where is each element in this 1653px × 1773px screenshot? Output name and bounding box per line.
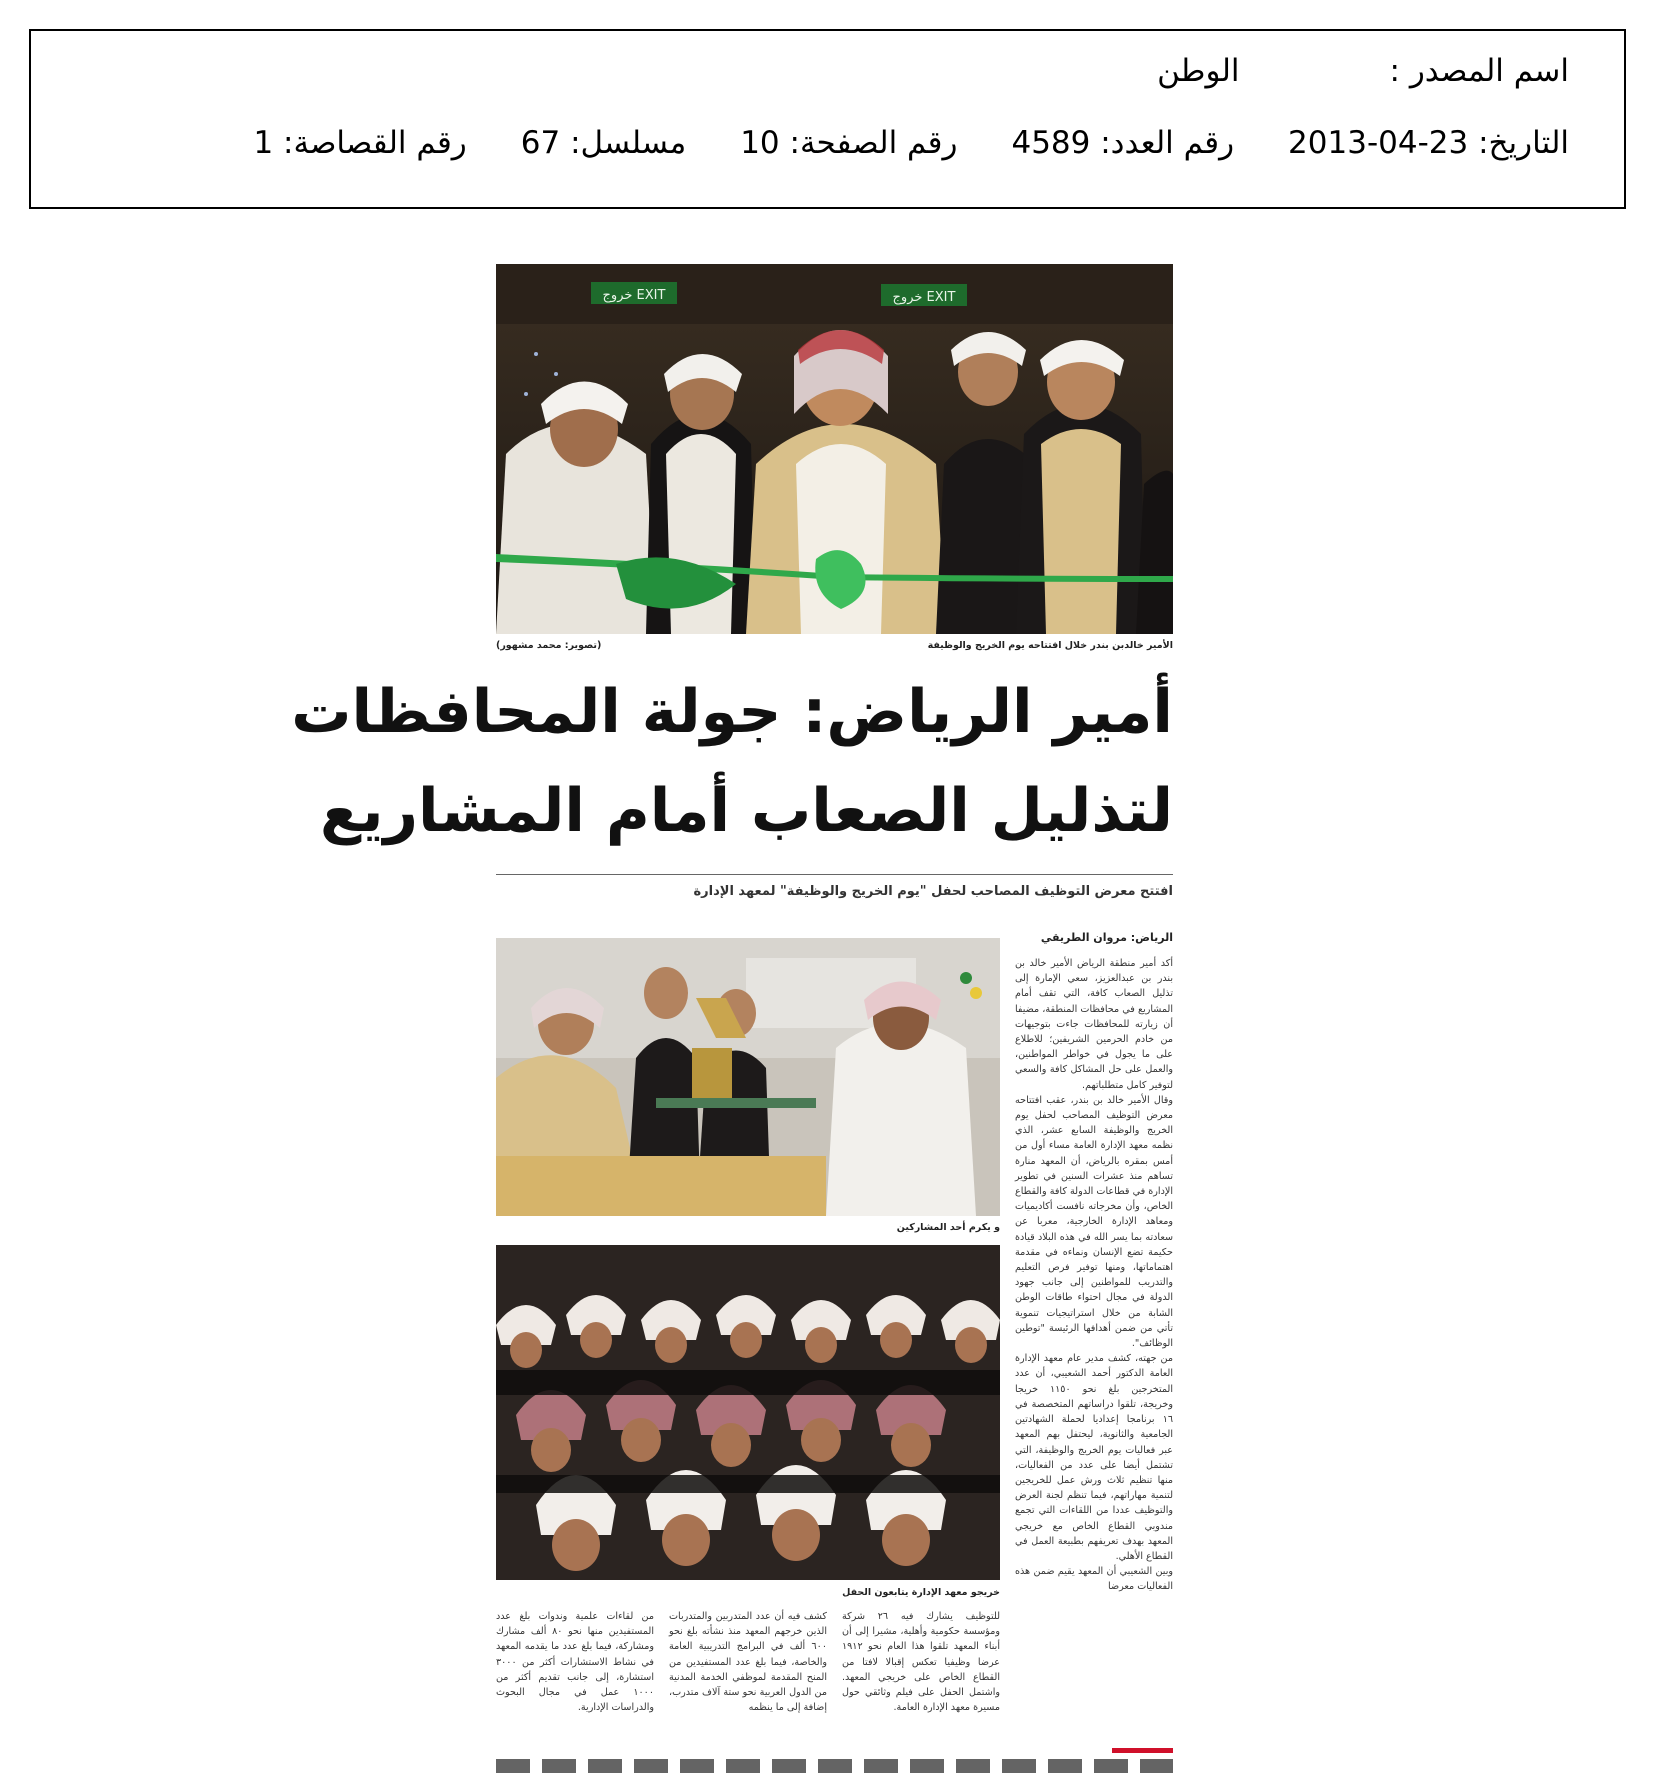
source-value: الوطن bbox=[1157, 53, 1240, 89]
article-column-4: من لقاءات علمية وندوات بلغ عدد المستفيدين منها نحو ٨٠ ألف مشارك ومشاركة، فيما بلغ عدد ما يقدمه المعهد في نشاط الاستشارات أكثر من ٣٠٠٠ استشارة، إلى جانب تقديم أكثر من ١٠٠٠ عمل في مجال البحوث والدراسات الإدارية. bbox=[496, 1611, 654, 1714]
award-photo-caption: و يكرم أحد المشاركين bbox=[896, 1222, 1000, 1233]
byline: الرياض: مروان الطريقي bbox=[1040, 931, 1173, 944]
ribbon-cutting-photo bbox=[496, 264, 1173, 634]
details-row bbox=[253, 125, 1569, 161]
col1-paragraph-1: أكد أمير منطقة الرياض الأمير خالد بن بندر بن عبدالعزيز، سعي الإمارة إلى تذليل الصعاب كافة، التي تقف أمام المشاريع في محافظات المنطقة، مضيفا أن زيارته للمحافظات جاءت بتوجيهات من خادم الحرمين الشريفين؛ للاطلاع على ما يجول في خواطر المواطنين، والعمل على حل المشاكل كافة والسعي لتوفير كامل متطلباتهم. bbox=[1015, 958, 1173, 1091]
headline-divider bbox=[496, 874, 1173, 875]
next-headline-fragment bbox=[496, 1759, 1173, 1773]
clip-number-field: رقم القصاصة: 1 bbox=[253, 125, 467, 161]
article-column-1 bbox=[1015, 956, 1173, 1746]
ribbon-cutting-illustration bbox=[496, 264, 1173, 634]
graduates-illustration bbox=[496, 1245, 1000, 1580]
serial-field: مسلسل: 67 bbox=[520, 125, 687, 161]
headline-line-2: لتذليل الصعاب أمام المشاريع bbox=[319, 776, 1173, 846]
newspaper-clipping bbox=[291, 264, 1173, 1771]
exit-sign-left: EXIT خروج bbox=[602, 288, 666, 303]
article-column-3: كشف فيه أن عدد المتدربين والمتدربات الذين خرجهم المعهد منذ نشأته بلغ نحو ٦٠٠ ألف في البرامج التدريبية العامة والخاصة، فيما بلغ عدد المستفيدين من المنح المقدمة لموظفي الخدمة المدنية من الدول العربية نحو ستة آلاف متدرب، إضافة إلى ما ينظمه bbox=[669, 1611, 827, 1714]
exit-sign-right: EXIT خروج bbox=[892, 290, 956, 305]
graduates-photo-caption: خريجو معهد الإدارة يتابعون الحفل bbox=[842, 1587, 1000, 1598]
col1-paragraph-2: وقال الأمير خالد بن بندر، عقب افتتاحه معرض التوظيف المصاحب لحفل يوم الخريج والوظيفة السابع عشر، الذي نظمه معهد الإدارة العامة مساء أول من أمس بمقره بالرياض، أن المعهد منارة تساهم منذ عشرات السنين في تطوير الإدارة في قطاعات الدولة كافة والقطاع الخاص، وأن مخرجاته نافست أكاديميات ومعاهد الإدارة الخارجية، معربا عن سعادته بما يسر الله في هذه البلاد قيادة حكيمة تضع الإنسان ونماءه في مقدمة اهتماماتها، ومنها توفير فرص التعليم والتدريب للمواطنين إلى جانب جهود الدولة في مجال احتواء طاقات الوطن الشابة من خلال استراتيجيات تنموية تأتي من ضمن أهدافها الرئيسة "توطين الوظائف". bbox=[1015, 1094, 1173, 1350]
photo-credit: (تصوير: محمد مشهور) bbox=[496, 640, 602, 651]
graduates-photo bbox=[496, 1245, 1000, 1580]
col1-paragraph-4: وبين الشعيبي أن المعهد يقيم ضمن هذه الفعاليات معرضا bbox=[1015, 1566, 1173, 1593]
top-photo-caption: الأمير خالدبن بندر خلال افتتاحه يوم الخريج والوظيفة bbox=[927, 640, 1173, 651]
article-column-2: للتوظيف يشارك فيه ٢٦ شركة ومؤسسة حكومية وأهلية، مشيرا إلى أن أبناء المعهد تلقوا هذا العام نحو ١٩١٢ عرضا وظيفيا تعكس إقبالا لافتا من القطاع الخاص على خريجي المعهد. واشتمل الحفل على فيلم وثائقي حول مسيرة معهد الإدارة العامة. bbox=[842, 1611, 1000, 1714]
award-photo bbox=[496, 938, 1000, 1216]
kicker: افتتح معرض التوظيف المصاحب لحفل "يوم الخريج والوظيفة" لمعهد الإدارة bbox=[693, 884, 1173, 899]
award-illustration bbox=[496, 938, 1000, 1216]
source-row bbox=[1157, 53, 1569, 89]
date-field: التاريخ: 23-04-2013 bbox=[1288, 125, 1569, 161]
headline-line-1: أمير الرياض: جولة المحافظات bbox=[291, 677, 1173, 747]
col1-paragraph-3: من جهته، كشف مدير عام معهد الإدارة العامة الدكتور أحمد الشعيبي، أن عدد المتخرجين بلغ نحو ١١٥٠ خريجا وخريجة، تلقوا دراساتهم المتخصصة في ١٦ برنامجا إعداديا لحملة الشهادتين الجامعية والثانوية، ليحتفل بهم المعهد عبر فعاليات يوم الخريج والوظيفة، التي تشتمل أيضا على عدد من الفعاليات، منها تنظيم ثلاث ورش عمل للخريجين لتنمية مهاراتهم، فيما تنظم لجنة العرض والتوظيف عددا من اللقاءات التي تجمع مندوبي القطاع الخاص مع خريجي المعهد بهدف تعريفهم بطبيعة العمل في القطاع الأهلي. bbox=[1015, 1353, 1173, 1562]
next-story-marker bbox=[1112, 1748, 1173, 1753]
page-field: رقم الصفحة: 10 bbox=[740, 125, 958, 161]
issue-field: رقم العدد: 4589 bbox=[1011, 125, 1235, 161]
source-label: اسم المصدر : bbox=[1389, 53, 1569, 89]
clipping-meta-box bbox=[29, 29, 1626, 209]
